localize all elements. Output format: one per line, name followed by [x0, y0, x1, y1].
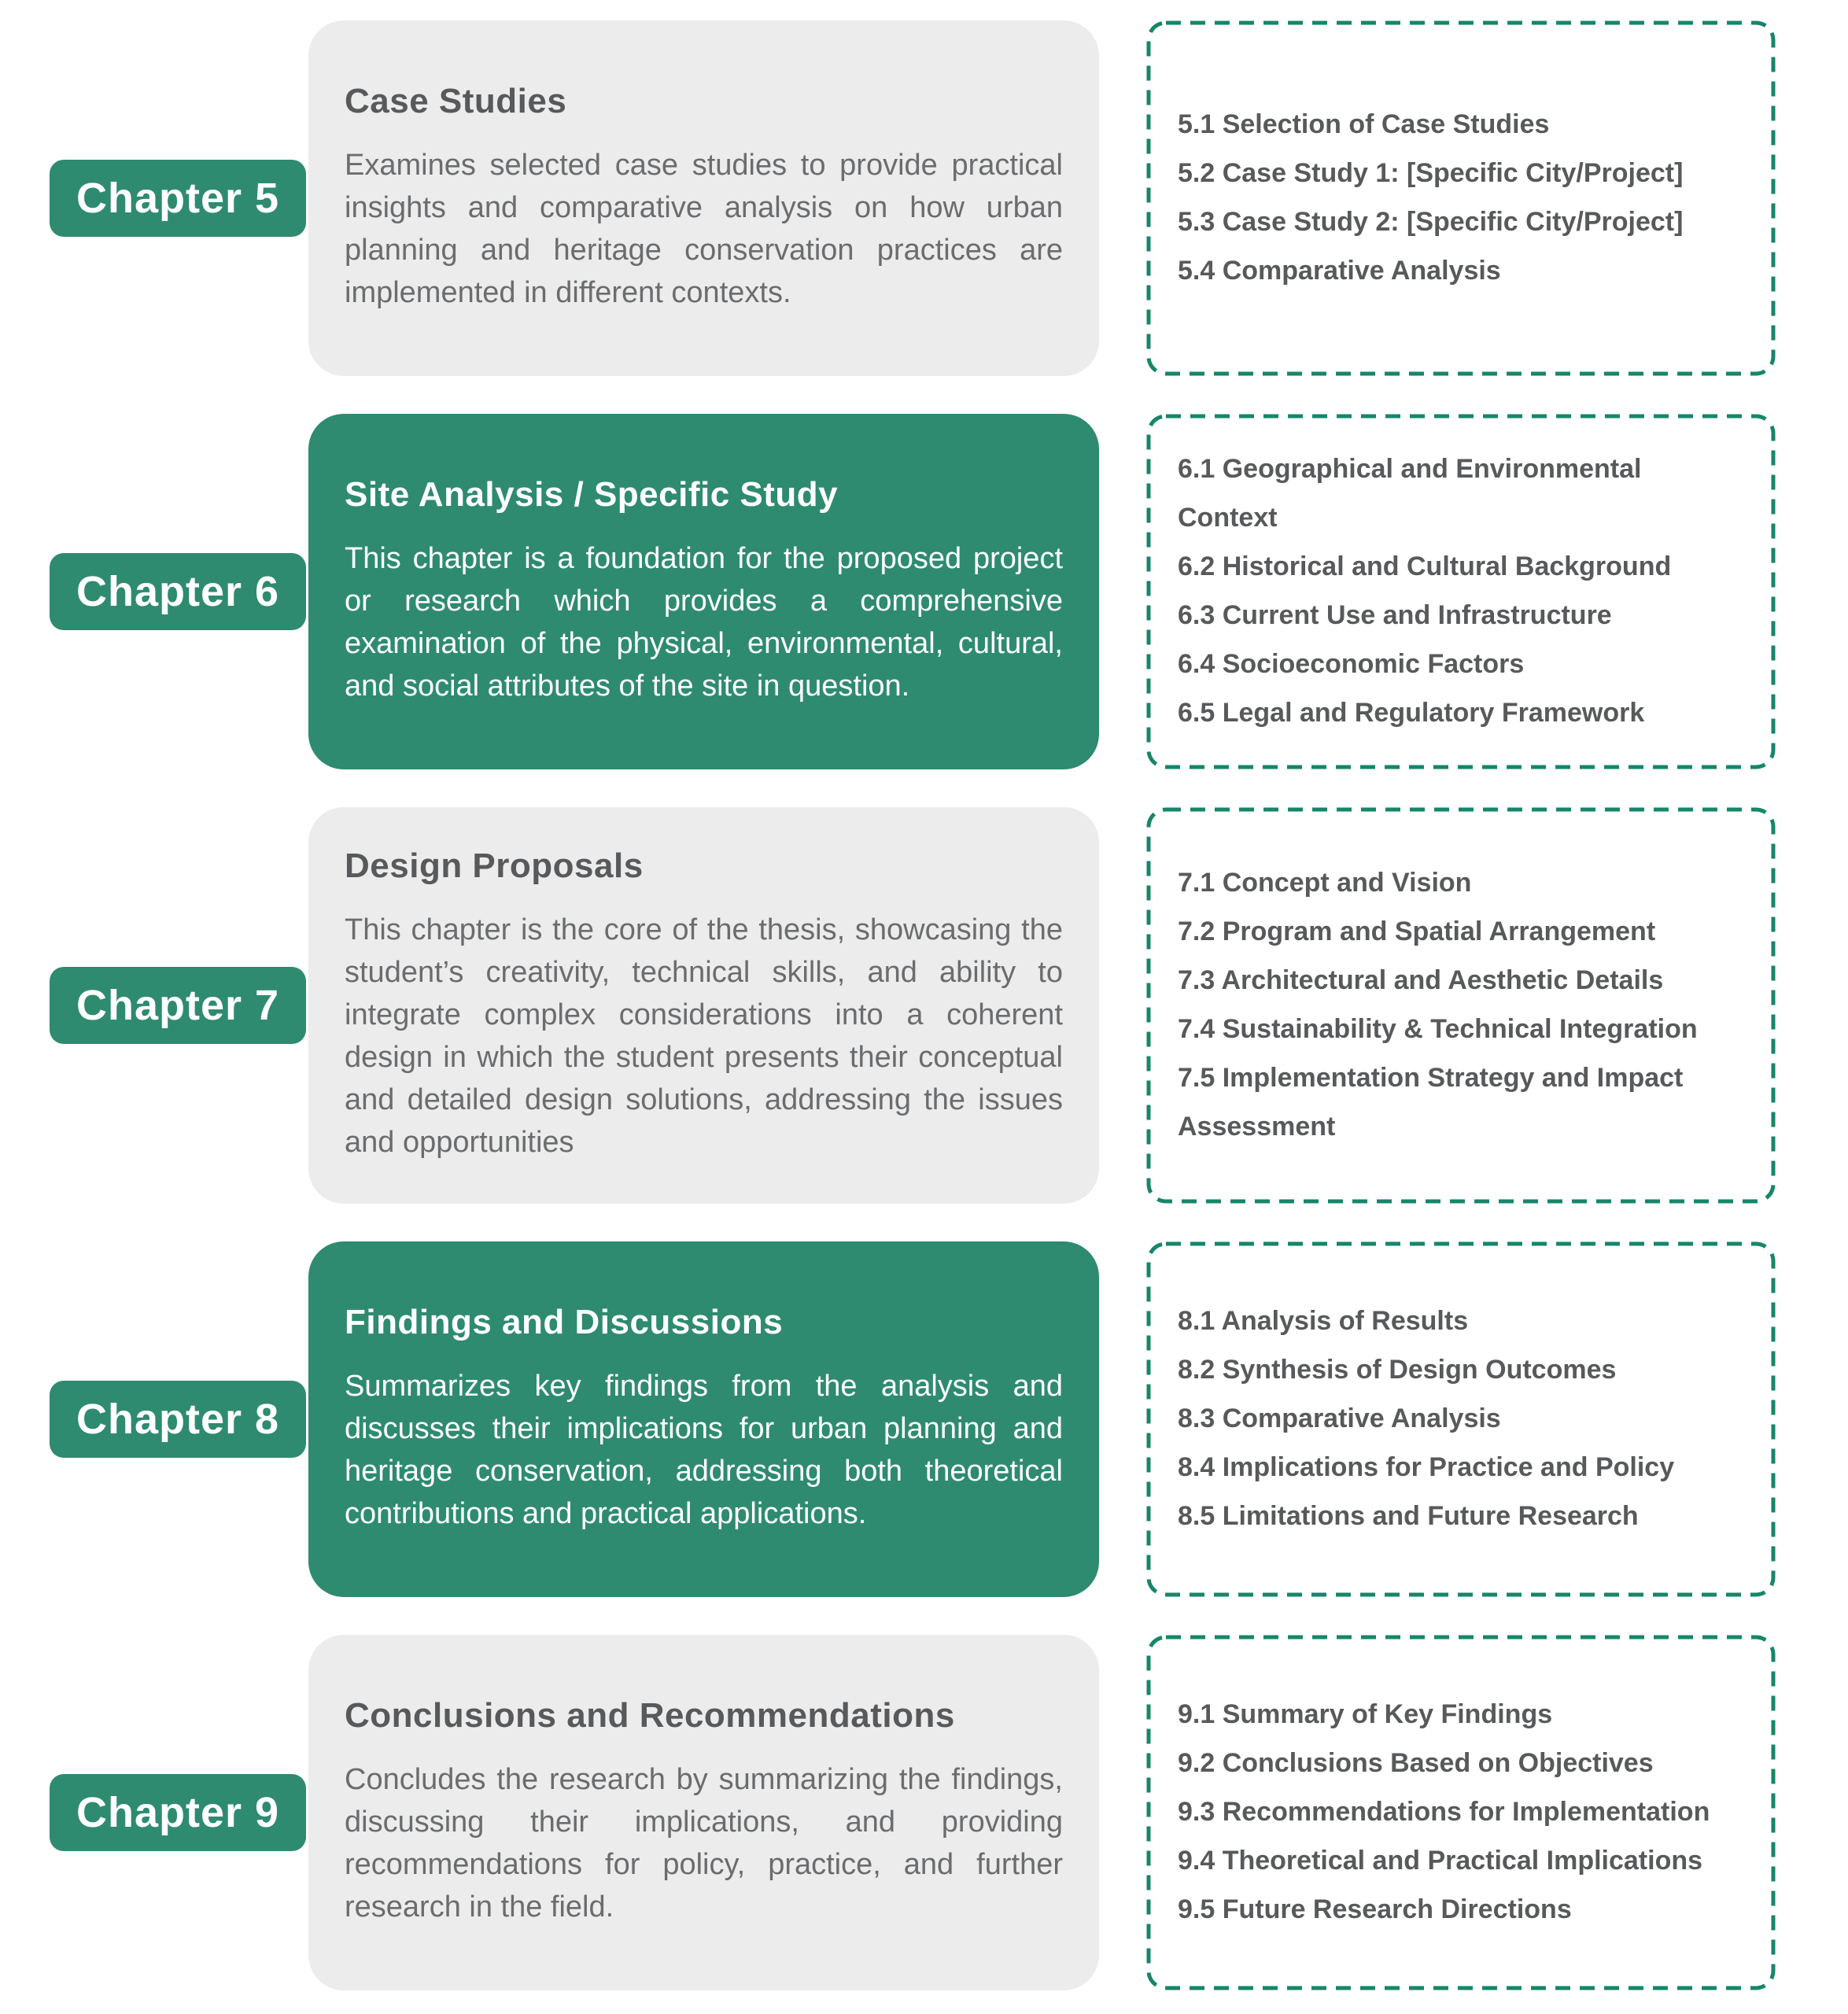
- subsection-item: 6.1 Geographical and Environmental Context: [1178, 454, 1642, 533]
- subsection-item: 6.5 Legal and Regulatory Framework: [1178, 697, 1645, 728]
- chapter-5-badge: Chapter 5: [50, 160, 306, 237]
- chapter-8-badge-column: [0, 1241, 308, 1597]
- subsection-item: 6.4 Socioeconomic Factors: [1178, 648, 1525, 679]
- chapter-7-title: Design Proposals: [345, 847, 644, 885]
- chapter-7-description: This chapter is the core of the thesis, showcasing the student’s creativity, technical skills, and ability to integrate complex considerations into a coherent design in which the student presents their conceptual and detailed design solutions, addressing the issues and opportunities: [345, 913, 1063, 1159]
- subsection-item: 7.2 Program and Spatial Arrangement: [1178, 917, 1656, 947]
- chapter-9-subsections-box: [1146, 1635, 1776, 1990]
- subsection-item: 8.4 Implications for Practice and Policy: [1178, 1451, 1675, 1482]
- chapter-9-title: Conclusions and Recommendations: [345, 1695, 955, 1735]
- subsection-item: 6.3 Current Use and Infrastructure: [1178, 600, 1612, 630]
- chapter-6-badge-column: [0, 414, 308, 769]
- subsection-item: 9.4 Theoretical and Practical Implications: [1178, 1845, 1703, 1876]
- chapter-8-description: Summarizes key findings from the analysis and discusses their implications for urban planning and heritage conservation, addressing both theoretical contributions and practical applications.: [345, 1369, 1063, 1530]
- subsection-item: 5.1 Selection of Case Studies: [1178, 109, 1550, 140]
- chapter-6-card: [308, 414, 1099, 769]
- subsection-item: 8.3 Comparative Analysis: [1178, 1403, 1501, 1433]
- subsection-item: 7.3 Architectural and Aesthetic Details: [1178, 965, 1664, 995]
- chapter-6-row: [0, 414, 1848, 769]
- subsection-item: 9.3 Recommendations for Implementation: [1178, 1796, 1710, 1827]
- chapter-5-title: Case Studies: [345, 82, 567, 121]
- subsection-item: 8.2 Synthesis of Design Outcomes: [1178, 1354, 1617, 1385]
- chapter-9-badge: Chapter 9: [50, 1774, 306, 1851]
- chapter-5-subsections-box: [1146, 20, 1776, 376]
- chapter-7-card: [308, 807, 1099, 1204]
- chapter-6-title: Site Analysis / Specific Study: [345, 475, 839, 515]
- subsection-item: 7.5 Implementation Strategy and Impact Assessment: [1178, 1062, 1684, 1142]
- subsection-item: 5.2 Case Study 1: [Specific City/Project]: [1178, 158, 1684, 189]
- chapter-7-row: [0, 807, 1848, 1204]
- subsection-item: 7.4 Sustainability & Technical Integration: [1178, 1013, 1698, 1044]
- chapter-8-card: [308, 1241, 1099, 1597]
- chapter-8-badge: Chapter 8: [50, 1381, 306, 1458]
- chapter-9-card: [308, 1635, 1099, 1990]
- subsection-item: 5.4 Comparative Analysis: [1178, 255, 1501, 286]
- subsection-item: 6.2 Historical and Cultural Background: [1178, 551, 1672, 582]
- chapter-6-badge: Chapter 6: [50, 553, 306, 630]
- chapter-8-title: Findings and Discussions: [345, 1302, 784, 1341]
- subsection-item: 9.2 Conclusions Based on Objectives: [1178, 1747, 1654, 1778]
- chapter-7-badge: Chapter 7: [50, 967, 306, 1044]
- chapter-5-card: [308, 20, 1099, 376]
- chapter-9-badge-column: [0, 1635, 308, 1990]
- chapter-9-description: Concludes the research by summarizing the findings, discussing their implications, and providing recommendations for policy, practice, and further research in the field.: [345, 1762, 1063, 1924]
- chapter-8-subsections-box: [1146, 1241, 1776, 1597]
- chapter-5-badge-column: [0, 20, 308, 376]
- chapter-6-subsections-box: [1146, 414, 1776, 769]
- chapter-6-description: This chapter is a foundation for the proposed project or research which provides a comprehensive examination of the physical, environmental, cultural, and social attributes of the site in question.: [345, 542, 1063, 703]
- chapter-5-row: [0, 20, 1848, 376]
- chapter-5-description: Examines selected case studies to provide practical insights and comparative analysis on how urban planning and heritage conservation practices are implemented in different contexts.: [345, 149, 1063, 309]
- chapter-9-row: [0, 1635, 1848, 1990]
- subsection-item: 8.1 Analysis of Results: [1178, 1306, 1469, 1337]
- chapter-7-badge-column: [0, 807, 308, 1204]
- subsection-item: 9.1 Summary of Key Findings: [1178, 1699, 1553, 1730]
- chapter-7-subsections-box: [1146, 807, 1776, 1204]
- chapter-8-row: [0, 1241, 1848, 1597]
- subsection-item: 8.5 Limitations and Future Research: [1178, 1500, 1639, 1531]
- subsection-item: 5.3 Case Study 2: [Specific City/Project]: [1178, 207, 1684, 237]
- subsection-item: 9.5 Future Research Directions: [1178, 1894, 1572, 1924]
- subsection-item: 7.1 Concept and Vision: [1178, 868, 1472, 898]
